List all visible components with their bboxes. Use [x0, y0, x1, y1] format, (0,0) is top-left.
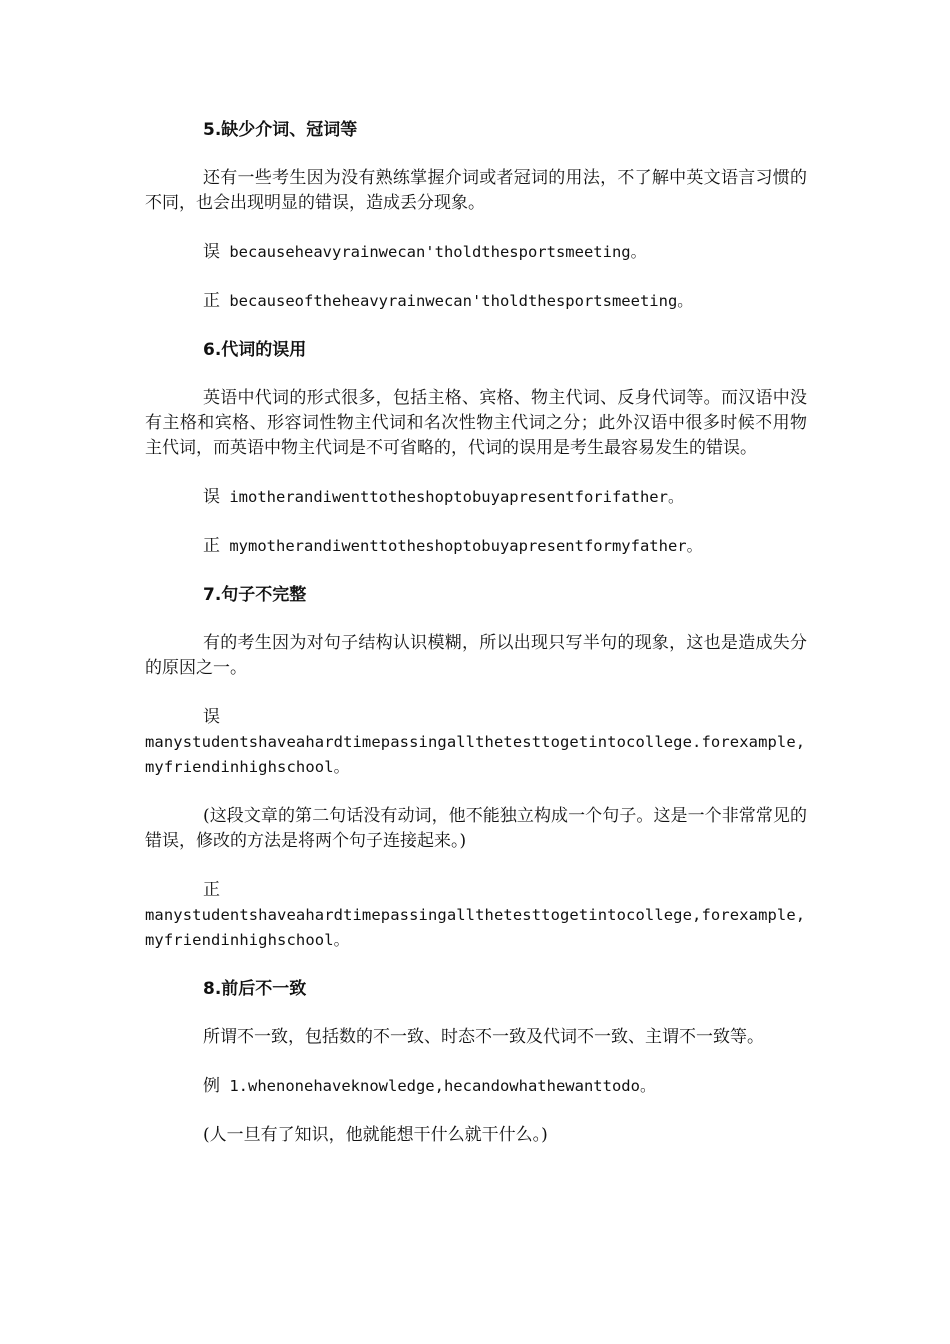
right-example-7 — [145, 878, 807, 953]
right-label: 正 — [203, 536, 220, 556]
right-text: becauseoftheheavyrainwecan'tholdthesportsmeeting。 — [229, 292, 693, 310]
right-label: 正 — [203, 291, 220, 311]
right-text: manystudentshaveahardtimepassingallthetesttogetintocollege,forexample,myfriendinhighschool。 — [145, 906, 806, 949]
right-text: mymotherandiwenttotheshoptobuyapresentformyfather。 — [229, 537, 703, 555]
wrong-label: 误 — [203, 242, 220, 262]
section-body-8: 所谓不一致，包括数的不一致、时态不一致及代词不一致、主谓不一致等。 — [203, 1027, 764, 1047]
wrong-text: imotherandiwenttotheshoptobuyapresentforifather。 — [229, 488, 684, 506]
section-heading-6: 6.代词的误用 — [203, 340, 307, 360]
section-heading-7: 7.句子不完整 — [203, 585, 307, 605]
example-text: 1.whenonehaveknowledge,hecandowhathewanttodo。 — [229, 1077, 656, 1095]
right-example-5 — [145, 289, 807, 314]
wrong-example-6 — [145, 485, 807, 510]
example-label: 例 — [203, 1076, 220, 1096]
translation-8: (人一旦有了知识，他就能想干什么就干什么。) — [203, 1125, 548, 1145]
section-heading-5: 5.缺少介词、冠词等 — [203, 120, 358, 140]
wrong-label: 误 — [203, 707, 221, 727]
document-page — [145, 118, 807, 1172]
section-note-7: (这段文章的第二句话没有动词，他不能独立构成一个句子。这是一个非常常见的错误，修改的方法是将两个句子连接起来。) — [145, 806, 807, 851]
section-heading-8: 8.前后不一致 — [203, 979, 307, 999]
section-body-6: 英语中代词的形式很多，包括主格、宾格、物主代词、反身代词等。而汉语中没有主格和宾格、形容词性物主代词和名次性物主代词之分；此外汉语中很多时候不用物主代词，而英语中物主代词是不可省略的，代词的误用是考生最容易发生的错误。 — [145, 388, 807, 458]
section-body-7: 有的考生因为对句子结构认识模糊，所以出现只写半句的现象，这也是造成失分的原因之一。 — [145, 633, 807, 678]
right-label: 正 — [203, 880, 221, 900]
example-8 — [145, 1074, 807, 1099]
wrong-text: becauseheavyrainwecan'tholdthesportsmeeting。 — [229, 243, 647, 261]
wrong-label: 误 — [203, 487, 220, 507]
wrong-example-5 — [145, 240, 807, 265]
wrong-text: manystudentshaveahardtimepassingallthetesttogetintocollege.forexample,myfriendinhighschool。 — [145, 733, 806, 776]
section-body-5: 还有一些考生因为没有熟练掌握介词或者冠词的用法，不了解中英文语言习惯的不同，也会出现明显的错误，造成丢分现象。 — [145, 168, 807, 213]
right-example-6 — [145, 534, 807, 559]
wrong-example-7 — [145, 705, 807, 780]
